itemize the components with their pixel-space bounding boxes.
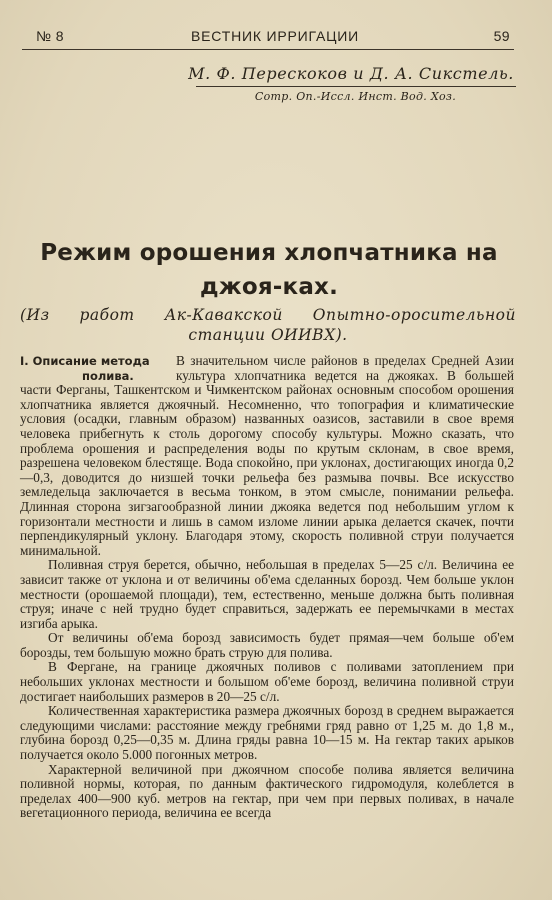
- section-heading-line1: I. Описание метода: [20, 354, 150, 368]
- running-header: [36, 28, 514, 48]
- journal-name: ВЕСТНИК ИРРИГАЦИИ: [191, 28, 359, 44]
- section-heading: [20, 354, 168, 383]
- article-body: [20, 354, 514, 821]
- authors-rule: [196, 86, 516, 87]
- paragraph-1: В значительном числе районов в пределах Средней Азии культура хлопчатника ведется на джояках. В большей части Ферганы, Ташкентском и Чимкентском районах основным способом орошения хлопчатника является джоячный. Несомненно, что топография и климатические условия (осадки, главным образом) названных оазисов, заставили в свое время человека прибегнуть к столь дорогому способу культуры. Можно сказать, что проблема орошения и распределения воды по крутым склонам, в свое время, разрешена человеком блестяще. Вода спокойно, при уклонах, достигающих иногда 0,2—0,3, доводится до низшей точки рельефа без размыва почвы. Все искусство земледельца заключается в весьма тонком, в этом смысле, понимании рельефа. Длинная сторона зигзагообразной линии джояка ведется под небольшим углом к горизонтали местности и лишь в самом изломе линии арыка делается скачек, почти перпендикулярный уклону. Благодаря этому, скорость поливной струи получается минимальной.: [20, 353, 514, 558]
- page-number: 59: [493, 28, 510, 44]
- author-affiliation: Сотр. Оп.-Иссл. Инст. Вод. Хоз.: [254, 90, 456, 103]
- article-authors: М. Ф. Перескоков и Д. А. Сикстель.: [188, 64, 514, 83]
- paragraph-2: Поливная струя берется, обычно, небольшая в пределах 5—25 с/л. Величина ее зависит также от уклона и от величины об'ема сделанных борозд. Чем больше уклон местности (орошаемой площади), тем, естественно, меньше должна быть поливная струя; иначе с ней трудно будет справиться, задержать ее перемычками в местах изгиба арыка.: [20, 557, 514, 631]
- paragraph-3: От величины об'ема борозд зависимость будет прямая—чем больше об'ем борозды, тем большую можно брать струю для полива.: [20, 630, 514, 660]
- paragraph-4: В Фергане, на границе джоячных поливов с поливами затоплением при небольших уклонах местности и большом об'еме борозд, величина поливной струи достигает наибольших размеров в 20—25 с/л.: [20, 659, 514, 704]
- paragraph-6: Характерной величиной при джоячном способе полива является величина поливной нормы, которая, по данным фактического гидромодуля, колеблется в пределах 400—900 куб. метров на гектар, при чем при первых поливах, в начале вегетационного периода, величина ее всегда: [20, 761, 514, 821]
- paragraph-5: Количественная характеристика размера джоячных борозд в среднем выражается следующими числами: расстояние между гребнями гряд равно от 1,25 м. до 1,8 м., глубина борозд 0,25—0,35 м. Длина гряды равна 10—15 м. На гектар таких арыков получается около 5.000 погонных метров.: [20, 703, 514, 763]
- issue-number: № 8: [36, 28, 64, 44]
- article-subtitle: (Из работ Ак-Кавакской Опытно-оросительной станции ОИИВХ).: [20, 306, 516, 344]
- header-rule: [22, 49, 514, 50]
- section-heading-line2: полива.: [82, 368, 134, 383]
- article-title: Режим орошения хлопчатника на джоя-ках.: [40, 240, 498, 300]
